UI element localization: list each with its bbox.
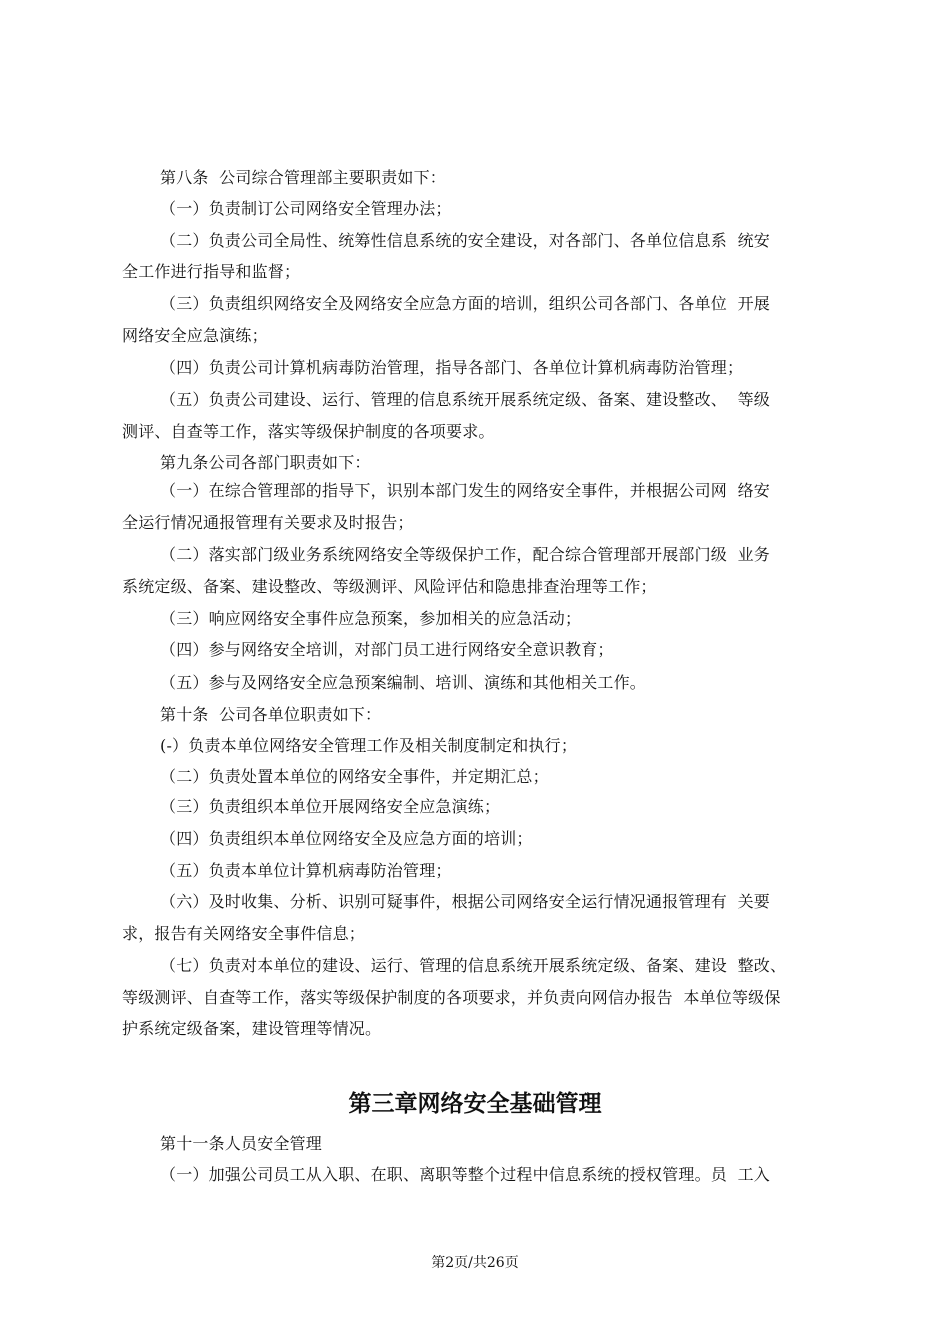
- article-10-item-7-cont-2: 护系统定级备案，建设管理等情况。: [122, 1019, 382, 1038]
- article-11-item-1: （一）加强公司员工从入职、在职、离职等整个过程中信息系统的授权管理。员 工入: [160, 1165, 770, 1184]
- article-9-item-1-cont: 全运行情况通报管理有关要求及时报告；: [122, 513, 414, 532]
- article-10-item-6-cont: 求，报告有关网络安全事件信息；: [122, 924, 366, 943]
- article-10-item-4: （四）负责组织本单位网络安全及应急方面的培训；: [160, 829, 533, 848]
- page-number-footer: 第2页/共26页: [431, 1255, 519, 1271]
- article-10-item-6: （六）及时收集、分析、识别可疑事件，根据公司网络安全运行情况通报管理有 关要: [160, 892, 770, 911]
- article-8-item-5-cont: 测评、自查等工作，落实等级保护制度的各项要求。: [122, 422, 495, 441]
- article-10-heading: 第十条 公司各单位职责如下：: [160, 705, 382, 724]
- article-10-item-3: （三）负责组织本单位开展网络安全应急演练；: [160, 797, 501, 816]
- article-9-item-3: （三）响应网络安全事件应急预案，参加相关的应急活动；: [160, 609, 582, 628]
- article-8-heading: 第八条 公司综合管理部主要职责如下：: [160, 168, 446, 187]
- article-8-item-2-cont: 全工作进行指导和监督；: [122, 262, 301, 281]
- article-9-item-2-cont: 系统定级、备案、建设整改、等级测评、风险评估和隐患排查治理等工作；: [122, 577, 657, 596]
- article-10-item-1: (-）负责本单位网络安全管理工作及相关制度制定和执行；: [160, 736, 578, 755]
- chapter-title: 第三章网络安全基础管理: [348, 1091, 602, 1117]
- article-9-item-2: （二）落实部门级业务系统网络安全等级保护工作，配合综合管理部开展部门级 业务: [160, 545, 770, 564]
- article-10-item-2: （二）负责处置本单位的网络安全事件，并定期汇总；: [160, 767, 549, 786]
- article-8-item-1: （一）负责制订公司网络安全管理办法；: [160, 199, 452, 218]
- article-9-item-5: （五）参与及网络安全应急预案编制、培训、演练和其他相关工作。: [160, 673, 647, 692]
- article-8-item-2: （二）负责公司全局性、统筹性信息系统的安全建设，对各部门、各单位信息系 统安: [160, 231, 770, 250]
- article-10-item-7-cont-1: 等级测评、自查等工作，落实等级保护制度的各项要求，并负责向网信办报告 本单位等级保: [122, 988, 781, 1007]
- article-9-item-1: （一）在综合管理部的指导下，识别本部门发生的网络安全事件，并根据公司网 络安: [160, 481, 770, 500]
- article-8-item-3-cont: 网络安全应急演练；: [122, 326, 268, 345]
- article-11-heading: 第十一条人员安全管理: [160, 1134, 323, 1153]
- article-9-item-4: （四）参与网络安全培训，对部门员工进行网络安全意识教育；: [160, 640, 614, 659]
- article-8-item-5: （五）负责公司建设、运行、管理的信息系统开展系统定级、备案、建设整改、 等级: [160, 390, 770, 409]
- article-9-heading: 第九条公司各部门职责如下：: [160, 453, 371, 472]
- article-8-item-3: （三）负责组织网络安全及网络安全应急方面的培训，组织公司各部门、各单位 开展: [160, 294, 770, 313]
- article-8-item-4: （四）负责公司计算机病毒防治管理，指导各部门、各单位计算机病毒防治管理；: [160, 358, 744, 377]
- article-10-item-5: （五）负责本单位计算机病毒防治管理；: [160, 861, 452, 880]
- article-10-item-7: （七）负责对本单位的建设、运行、管理的信息系统开展系统定级、备案、建设 整改、: [160, 956, 787, 975]
